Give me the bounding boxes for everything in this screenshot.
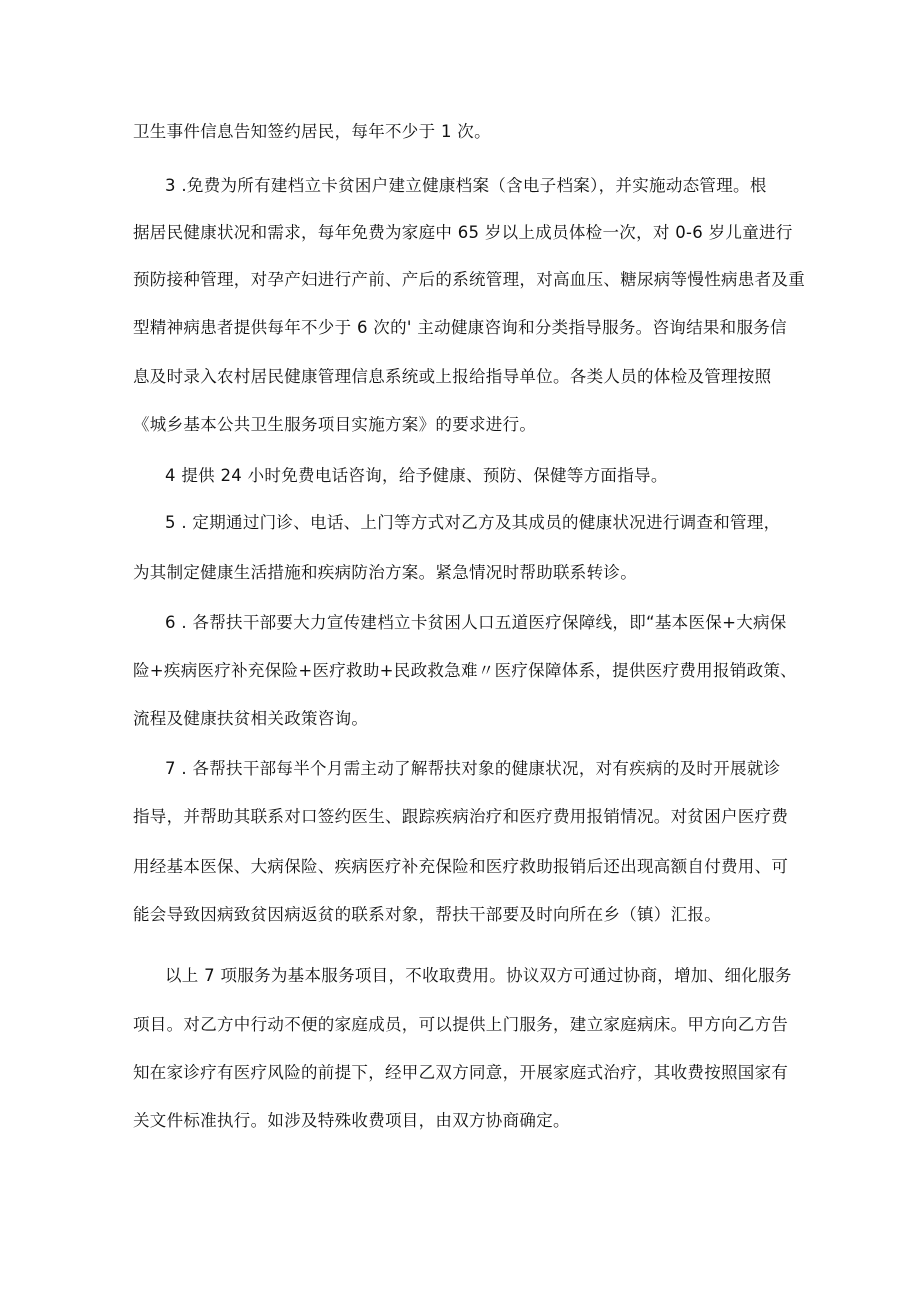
text-line: 4 提供 24 小时免费电话咨询，给予健康、预防、保健等方面指导。 <box>165 466 668 485</box>
text-line: 为其制定健康生活措施和疾病防治方案。紧急情况时帮助联系转诊。 <box>133 563 637 582</box>
text-line: 卫生事件信息告知签约居民，每年不少于 1 次。 <box>133 122 491 141</box>
text-line: 指导，并帮助其联系对口签约医生、跟踪疾病治疗和医疗费用报销情况。对贫困户医疗费 <box>133 807 789 826</box>
text-line: 关文件标准执行。如涉及特殊收费项目，由双方协商确定。 <box>133 1111 570 1130</box>
text-line: 型精神病患者提供每年不少于 6 次的' 主动健康咨询和分类指导服务。咨询结果和服务信 <box>133 318 787 337</box>
text-line: 3 .免费为所有建档立卡贫困户建立健康档案（含电子档案），并实施动态管理。根 <box>165 176 767 195</box>
text-line: 7 . 各帮扶干部每半个月需主动了解帮扶对象的健康状况，对有疾病的及时开展就诊 <box>165 759 781 778</box>
text-line: 据居民健康状况和需求，每年免费为家庭中 65 岁以上成员体检一次，对 0-6 岁儿童进行 <box>133 223 793 242</box>
text-line: 预防接种管理，对孕产妇进行产前、产后的系统管理，对高血压、糖尿病等慢性病患者及重 <box>133 270 805 289</box>
text-line: 用经基本医保、大病保险、疾病医疗补充保险和医疗救助报销后还出现高额自付费用、可 <box>133 857 789 876</box>
text-line: 《城乡基本公共卫生服务项目实施方案》的要求进行。 <box>133 415 537 434</box>
text-line: 息及时录入农村居民健康管理信息系统或上报给指导单位。各类人员的体检及管理按照 <box>133 367 772 386</box>
text-line: 以上 7 项服务为基本服务项目，不收取费用。协议双方可通过协商，增加、细化服务 <box>165 966 792 985</box>
text-line: 6 . 各帮扶干部要大力宣传建档立卡贫困人口五道医疗保障线，即“基本医保+大病保 <box>165 613 787 632</box>
text-line: 能会导致因病致贫因病返贫的联系对象，帮扶干部要及时向所在乡（镇）汇报。 <box>133 905 721 924</box>
text-line: 知在家诊疗有医疗风险的前提下，经甲乙双方同意，开展家庭式治疗，其收费按照国家有 <box>133 1063 789 1082</box>
text-line: 险+疾病医疗补充保险+医疗救助+民政救急难〃医疗保障体系，提供医疗费用报销政策、 <box>133 661 797 680</box>
text-line: 流程及健康扶贫相关政策咨询。 <box>133 709 369 728</box>
text-line: 5 . 定期通过门诊、电话、上门等方式对乙方及其成员的健康状况进行调查和管理， <box>165 513 781 532</box>
text-line: 项目。对乙方中行动不便的家庭成员，可以提供上门服务，建立家庭病床。甲方向乙方告 <box>133 1015 789 1034</box>
